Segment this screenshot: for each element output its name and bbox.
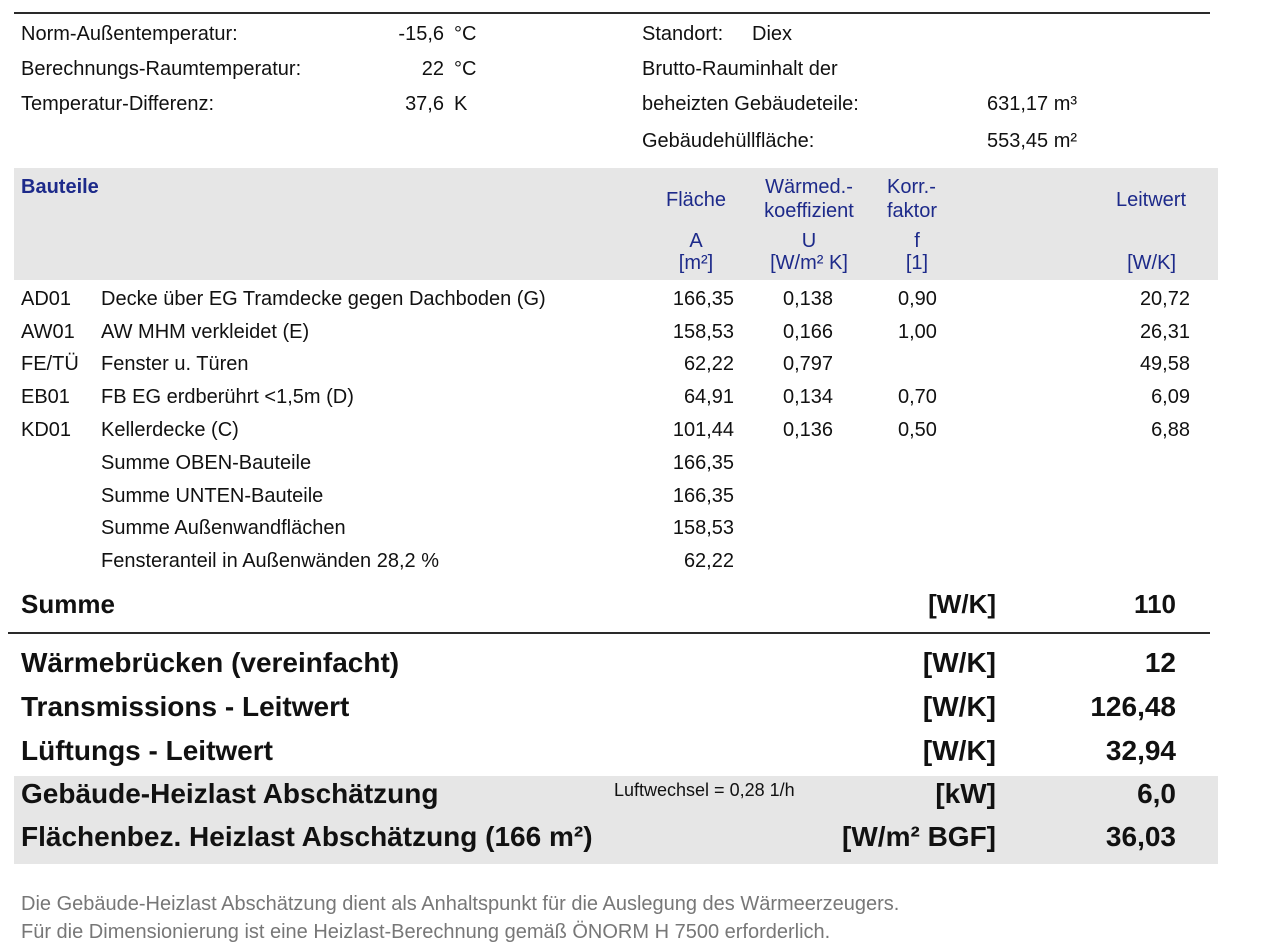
row-code: EB01 xyxy=(21,386,70,408)
summe-divider xyxy=(8,632,1210,634)
row-area: 62,22 xyxy=(683,353,734,375)
row-u: 0,136 xyxy=(782,419,834,441)
result-label: Flächenbez. Heizlast Abschätzung (166 m²) xyxy=(21,821,593,852)
info-value: 22 xyxy=(421,58,444,80)
top-rule xyxy=(14,12,1210,14)
result-value: 6,0 xyxy=(1137,778,1176,809)
row-name: AW MHM verkleidet (E) xyxy=(101,321,310,343)
standort-value: Diex xyxy=(752,23,793,45)
row-area: 166,35 xyxy=(672,288,734,310)
row-area: 158,53 xyxy=(672,321,734,343)
row-leitwert: 6,88 xyxy=(1151,419,1190,441)
brutto-value: 631,17 m³ xyxy=(987,93,1078,115)
result-label: Lüftungs - Leitwert xyxy=(21,735,273,766)
row-code: AW01 xyxy=(21,321,75,343)
header-korr-symbol: f xyxy=(914,230,920,252)
result-unit: [W/K] xyxy=(922,647,996,678)
brutto-label-line2: beheizten Gebäudeteile: xyxy=(642,93,859,115)
info-unit: K xyxy=(454,93,468,115)
row-name: Summe UNTEN-Bauteile xyxy=(101,485,324,507)
row-leitwert: 26,31 xyxy=(1139,321,1190,343)
result-label: Gebäude-Heizlast Abschätzung xyxy=(21,778,439,809)
info-label: Temperatur-Differenz: xyxy=(21,93,215,115)
row-leitwert: 49,58 xyxy=(1139,353,1190,375)
result-label: Wärmebrücken (vereinfacht) xyxy=(21,647,400,678)
huelle-label: Gebäudehüllfläche: xyxy=(642,130,815,152)
row-name: Fensteranteil in Außenwänden 28,2 % xyxy=(101,550,439,572)
info-unit: °C xyxy=(454,23,477,45)
header-waerme-line1: Wärmed.- xyxy=(765,176,853,198)
row-area: 64,91 xyxy=(683,386,734,408)
summe-unit: [W/K] xyxy=(928,589,996,619)
info-unit: °C xyxy=(454,58,477,80)
info-label: Norm-Außentemperatur: xyxy=(21,23,238,45)
result-label: Transmissions - Leitwert xyxy=(21,691,350,722)
summe-value: 110 xyxy=(1134,589,1176,619)
row-leitwert: 20,72 xyxy=(1139,288,1190,310)
header-waerme-symbol: U xyxy=(801,230,817,252)
row-name: Kellerdecke (C) xyxy=(101,419,239,441)
brutto-label-line1: Brutto-Rauminhalt der xyxy=(642,58,838,80)
row-u: 0,138 xyxy=(782,288,834,310)
result-value: 32,94 xyxy=(1105,735,1176,766)
row-u: 0,134 xyxy=(782,386,834,408)
row-area: 166,35 xyxy=(672,452,734,474)
header-korr-line2: faktor xyxy=(887,200,938,222)
header-flaeche-symbol: A xyxy=(689,230,703,252)
result-unit: [kW] xyxy=(935,778,996,809)
header-korr-unit: [1] xyxy=(905,252,929,274)
row-name: Summe OBEN-Bauteile xyxy=(101,452,312,474)
result-unit: [W/m² BGF] xyxy=(842,821,996,852)
result-unit: [W/K] xyxy=(922,735,996,766)
header-leitwert: Leitwert xyxy=(1115,189,1186,211)
header-bauteile: Bauteile xyxy=(21,176,99,198)
row-f: 1,00 xyxy=(898,321,937,343)
footer-line: Für die Dimensionierung ist eine Heizlast-Berechnung gemäß ÖNORM H 7500 erforderlich. xyxy=(21,921,831,943)
row-name: Decke über EG Tramdecke gegen Dachboden (G) xyxy=(101,288,546,310)
result-value: 36,03 xyxy=(1105,821,1176,852)
header-flaeche: Fläche xyxy=(665,189,727,211)
row-code: FE/TÜ xyxy=(21,353,79,375)
info-label: Berechnungs-Raumtemperatur: xyxy=(21,58,302,80)
row-f: 0,50 xyxy=(898,419,937,441)
table-header-band xyxy=(14,168,1218,280)
header-leitwert-unit: [W/K] xyxy=(1127,252,1176,274)
result-value: 12 xyxy=(1144,647,1176,678)
row-u: 0,797 xyxy=(782,353,834,375)
row-name: Fenster u. Türen xyxy=(101,353,249,375)
huelle-value: 553,45 m² xyxy=(987,130,1078,152)
summe-label: Summe xyxy=(21,589,115,619)
row-code: AD01 xyxy=(21,288,72,310)
row-name: Summe Außenwandflächen xyxy=(101,517,346,539)
result-value: 126,48 xyxy=(1090,691,1176,722)
row-area: 166,35 xyxy=(672,485,734,507)
row-code: KD01 xyxy=(21,419,72,441)
header-korr-line1: Korr.- xyxy=(887,176,936,198)
luftwechsel-note: Luftwechsel = 0,28 1/h xyxy=(614,780,795,800)
standort-label: Standort: xyxy=(642,23,724,45)
row-area: 101,44 xyxy=(672,419,734,441)
footer-line: Die Gebäude-Heizlast Abschätzung dient als Anhaltspunkt für die Auslegung des Wärmeerzeugers. xyxy=(21,893,900,915)
header-flaeche-unit: [m²] xyxy=(678,252,714,274)
row-f: 0,70 xyxy=(898,386,937,408)
row-u: 0,166 xyxy=(782,321,834,343)
header-waerme-line2: koeffizient xyxy=(764,200,854,222)
info-value: 37,6 xyxy=(405,93,444,115)
row-leitwert: 6,09 xyxy=(1151,386,1190,408)
header-waerme-unit: [W/m² K] xyxy=(770,252,848,274)
row-f: 0,90 xyxy=(898,288,937,310)
result-unit: [W/K] xyxy=(922,691,996,722)
row-area: 62,22 xyxy=(683,550,734,572)
info-value: -15,6 xyxy=(398,23,444,45)
row-name: FB EG erdberührt <1,5m (D) xyxy=(101,386,354,408)
row-area: 158,53 xyxy=(672,517,734,539)
